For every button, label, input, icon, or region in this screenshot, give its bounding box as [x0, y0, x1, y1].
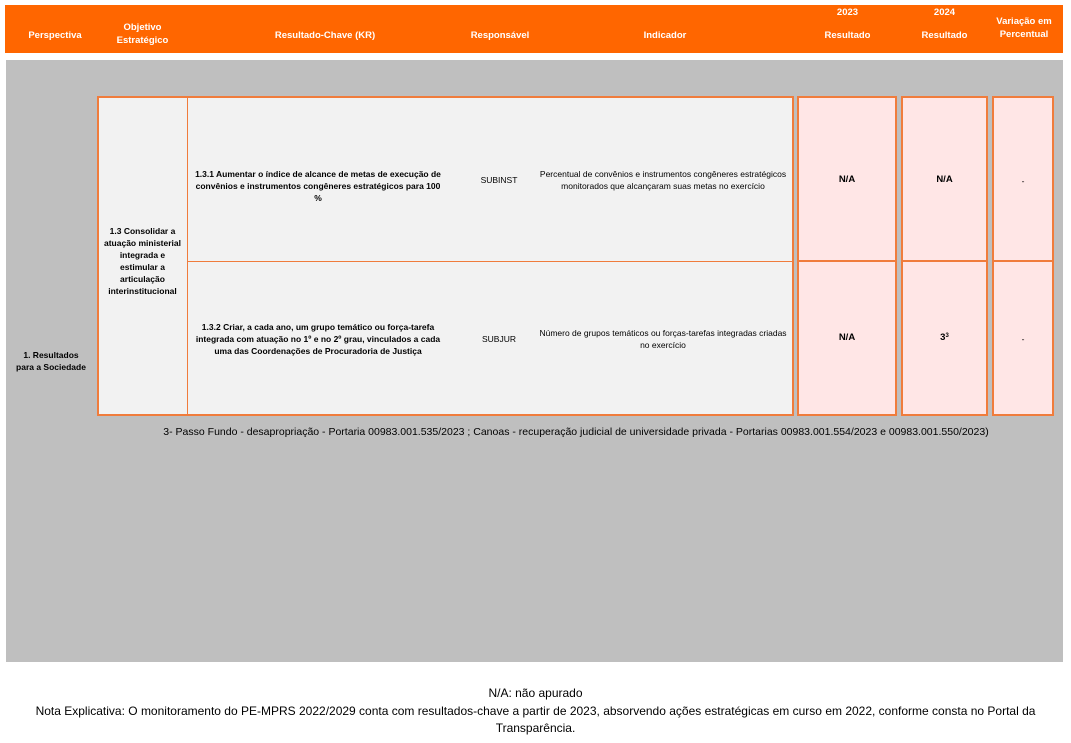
header-perspectiva: Perspectiva [28, 30, 82, 41]
variacao-1: - [1021, 176, 1025, 186]
objetivo-cell: 1.3 Consolidar a atuação ministerial integrada e estimular a articulação interinstitucional [103, 226, 181, 296]
indicador-2: Número de grupos temáticos ou forças-tarefas integradas criadas no exercício [539, 328, 787, 350]
resultado-2024-2 [901, 332, 988, 344]
footnote-ref: 3 [945, 333, 949, 339]
footnote: 3- Passo Fundo - desapropriação - Portaria 00983.001.535/2023 ; Canoas - recuperação judicial de universidade privada - Portarias 00983.001.554/2023 e 00983.001.550/2023) [163, 426, 989, 438]
perspectiva-cell: 1. Resultados para a Sociedade [16, 350, 86, 372]
header-objetivo: Objetivo Estratégico [116, 22, 169, 46]
na-legend: N/A: não apurado [488, 686, 583, 700]
header-responsavel: Responsável [470, 30, 530, 41]
resultado-2024-1: N/A [936, 174, 953, 185]
objetivo-kr-block [97, 96, 794, 416]
kr-text-1: 1.3.1 Aumentar o índice de alcance de metas de execução de convênios e instrumentos congêneres estratégicos para 100 % [195, 169, 441, 203]
responsavel-1: SUBINST [480, 175, 518, 185]
resultado-2023-1: N/A [838, 174, 856, 185]
nota-explicativa: Nota Explicativa: O monitoramento do PE-MPRS 2022/2029 conta com resultados-chave a partir de 2023, absorvendo ações estratégicas em curso em 2022, conforme consta no Portal da Transparência. [35, 704, 1036, 735]
header-kr: Resultado-Chave (KR) [274, 30, 376, 41]
row-divider [188, 261, 792, 262]
header-indicador: Indicador [643, 30, 687, 41]
resultado-2024-2-value: 3 [940, 332, 946, 343]
header-resultado-2023: Resultado [824, 30, 871, 41]
header-year-2024: 2024 [933, 7, 956, 18]
header-variacao: Variação em Percentual [996, 16, 1052, 40]
resultado-2023-2: N/A [838, 332, 856, 343]
objetivo-divider [187, 98, 188, 414]
indicador-1: Percentual de convênios e instrumentos congêneres estratégicos monitorados que alcançaram suas metas no exercício [539, 169, 787, 191]
content-panel [6, 60, 1063, 662]
header-year-2023: 2023 [836, 7, 859, 18]
kr-text-2: 1.3.2 Criar, a cada ano, um grupo temático ou força-tarefa integrada com atuação no 1º e no 2º grau, vinculados a cada uma das Coordenações de Procuradoria de Justiça [195, 322, 441, 356]
header-resultado-2024: Resultado [921, 30, 968, 41]
table-header [5, 5, 1063, 53]
responsavel-2: SUBJUR [481, 334, 516, 344]
variacao-2: - [1021, 334, 1025, 344]
